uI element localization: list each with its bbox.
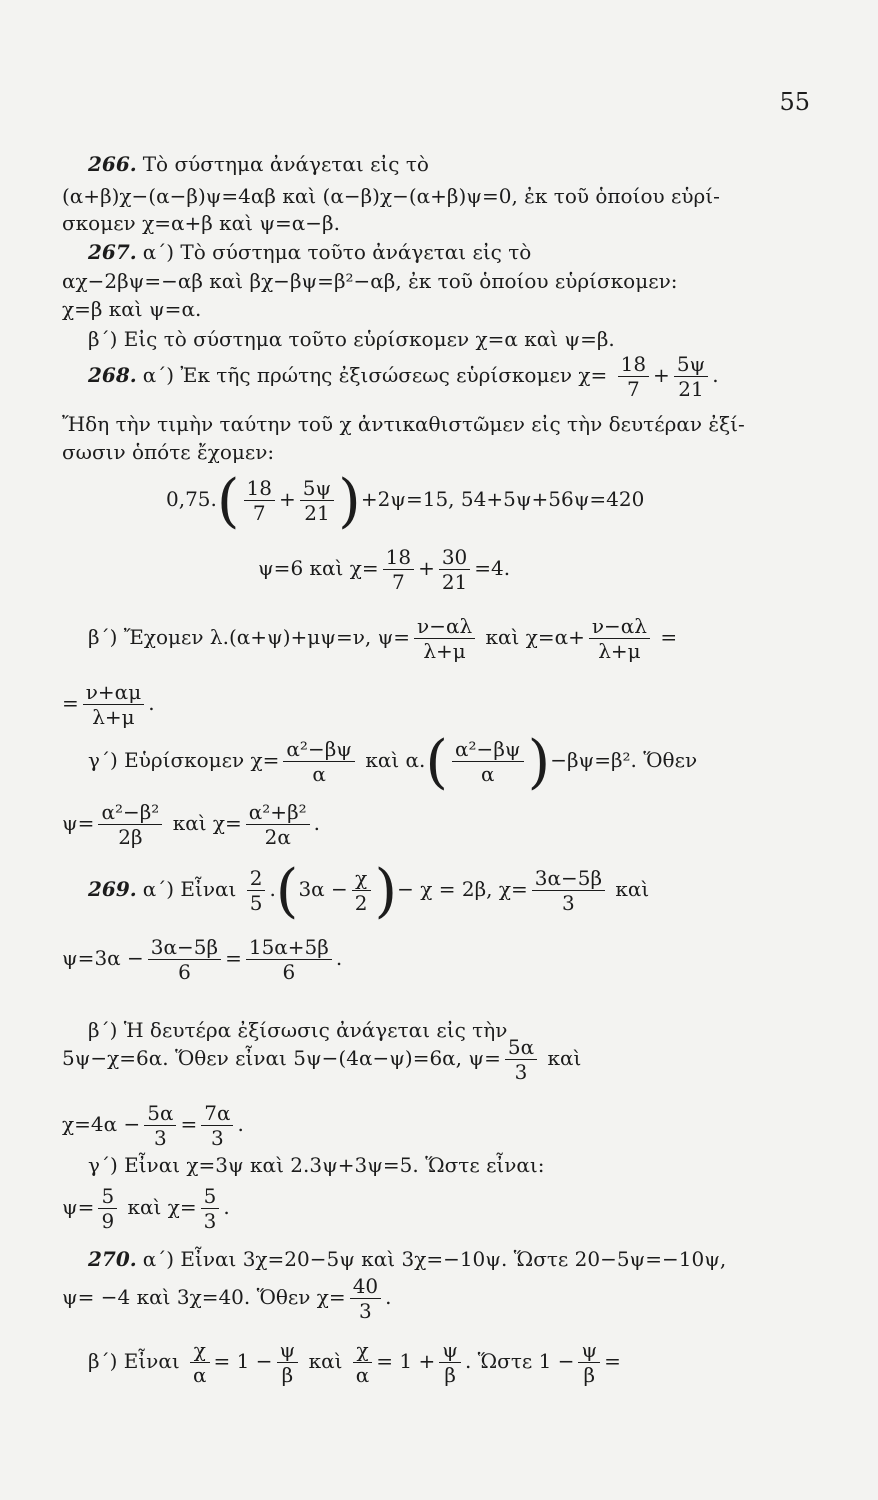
problem-number: 268. [88, 363, 137, 387]
p267-line3: χ=β καὶ ψ=α. [62, 297, 202, 321]
problem-number: 266. [88, 152, 137, 176]
p266-line3: σκομεν χ=α+β καὶ ψ=α−β. [62, 211, 340, 235]
fraction: $\frac{\psi}{\beta}$ [277, 1338, 299, 1387]
p267-line4: β΄) Εἰς τὸ σύστημα τοῦτο εὑρίσκομεν χ=α καὶ ψ=β. [88, 327, 615, 351]
p268-line1: 268. α΄) Ἐκ τῆς πρώτης ἐξισώσεως εὑρίσκομεν χ= $\frac{18}{7}$ + $\frac{5\psi}{21}$ . [88, 352, 719, 401]
p269-b-line3: χ=4α − $\frac{5\alpha}{3}$ = $\frac{7\alpha}{3}$ . [62, 1101, 244, 1150]
p267-text: α΄) Τὸ σύστημα τοῦτο ἀνάγεται εἰς τὸ [142, 240, 532, 264]
fraction: $\frac{\chi}{\alpha}$ [190, 1338, 210, 1387]
p266-text: Τὸ σύστημα ἀνάγεται εἰς τὸ [142, 152, 429, 176]
problem-number: 267. [88, 240, 137, 264]
p270-line2: ψ= −4 καὶ 3χ=40. Ὅθεν χ= $\frac{40}{3}$ . [62, 1274, 392, 1323]
problem-number: 270. [88, 1247, 137, 1271]
p268-equation2: ψ=6 καὶ χ= $\frac{18}{7}$ + $\frac{30}{21}$ =4. [258, 545, 511, 594]
p266-line2: (α+β)χ−(α−β)ψ=4αβ καὶ (α−β)χ−(α+β)ψ=0, ἐκ τοῦ ὁποίου εὑρί- [62, 184, 720, 208]
fraction: $\frac{\nu-\alpha\lambda}{\lambda+\mu}$ [589, 614, 650, 663]
fraction: $\frac{40}{3}$ [350, 1274, 381, 1323]
p270-line1: 270. α΄) Εἶναι 3χ=20−5ψ καὶ 3χ=−10ψ. Ὥστε 20−5ψ=−10ψ, [88, 1247, 727, 1271]
p267-line1 [88, 239, 531, 265]
fraction: $\frac{\text{α²−βψ}}{\alpha}$ [283, 737, 355, 786]
fraction: $\frac{5\alpha}{3}$ [144, 1101, 176, 1150]
fraction: $\frac{\psi}{\beta}$ [578, 1338, 600, 1387]
p267-line2: αχ−2βψ=−αβ καὶ βχ−βψ=β²−αβ, ἐκ τοῦ ὁποίου εὑρίσκομεν: [62, 269, 678, 293]
p269-line1: 269. α΄) Εἶναι $\frac{2}{5}$ .(3α − $\frac{\chi}{2}$ )− χ = 2β, χ= $\frac{3\alpha-5\beta}{3}$ καὶ [88, 856, 650, 925]
fraction: $\frac{15\alpha+5\beta}{6}$ [246, 935, 332, 984]
fraction: $\frac{\text{α²+β²}}{2\alpha}$ [246, 800, 310, 849]
fraction: $\frac{5\psi}{21}$ [674, 352, 708, 401]
fraction: $\frac{18}{7}$ [618, 352, 649, 401]
fraction: $\frac{\nu+\alpha\mu}{\lambda+\mu}$ [83, 680, 144, 729]
p268-line3: σωσιν ὁπότε ἔχομεν: [62, 440, 275, 464]
p268-equation1: 0,75.( $\frac{18}{7}$ + $\frac{5\psi}{21}$ )+2ψ=15, 54+5ψ+56ψ=420 [166, 466, 645, 535]
fraction: $\frac{2}{5}$ [247, 866, 266, 915]
p268-g-line2: ψ= $\frac{\text{α²−β²}}{2\beta}$ καὶ χ= $\frac{\text{α²+β²}}{2\alpha}$ . [62, 800, 321, 849]
p268-line2: Ἤδη τὴν τιμὴν ταύτην τοῦ χ ἀντικαθιστῶμεν εἰς τὴν δευτέραν ἐξί- [62, 412, 745, 436]
p269-c-line2: ψ= $\frac{5}{9}$ καὶ χ= $\frac{5}{3}$ . [62, 1184, 230, 1233]
fraction: $\frac{7\alpha}{3}$ [201, 1101, 233, 1150]
fraction: $\frac{\text{α²−βψ}}{\alpha}$ [452, 737, 524, 786]
p269-b-line2: 5ψ−χ=6α. Ὅθεν εἶναι 5ψ−(4α−ψ)=6α, ψ= $\frac{5\alpha}{3}$ καὶ [62, 1035, 582, 1084]
fraction: $\frac{5\alpha}{3}$ [505, 1035, 537, 1084]
fraction: $\frac{18}{7}$ [244, 476, 275, 525]
p269-b-line1: β΄) Ἡ δευτέρα ἐξίσωσις ἀνάγεται εἰς τὴν [88, 1018, 508, 1042]
p269-c-line1: γ΄) Εἶναι χ=3ψ καὶ 2.3ψ+3ψ=5. Ὥστε εἶναι: [88, 1153, 545, 1177]
p268-g-line: γ΄) Εὑρίσκομεν χ= $\frac{\text{α²−βψ}}{\alpha}$ καὶ α.( $\frac{\text{α²−βψ}}{\alpha}$ )−βψ=β². Ὅθεν [88, 727, 698, 796]
fraction: $\frac{5}{9}$ [98, 1184, 117, 1233]
fraction: $\frac{\text{α²−β²}}{2\beta}$ [98, 800, 162, 849]
p268-text: α΄) Ἐκ τῆς πρώτης ἐξισώσεως εὑρίσκομεν χ= [142, 363, 608, 387]
fraction: $\frac{18}{7}$ [383, 545, 414, 594]
p266-line1 [88, 151, 429, 177]
problem-number: 269. [88, 877, 137, 901]
fraction: $\frac{30}{21}$ [439, 545, 470, 594]
p269-line2: ψ=3α − $\frac{3\alpha-5\beta}{6}$ = $\frac{15\alpha+5\beta}{6}$ . [62, 935, 343, 984]
fraction: $\frac{3\alpha-5\beta}{6}$ [148, 935, 221, 984]
fraction: $\frac{\nu-\alpha\lambda}{\lambda+\mu}$ [414, 614, 475, 663]
fraction: $\frac{\chi}{\alpha}$ [353, 1338, 373, 1387]
fraction: $\frac{\chi}{2}$ [352, 866, 371, 915]
fraction: $\frac{5\psi}{21}$ [300, 476, 334, 525]
fraction: $\frac{5}{3}$ [201, 1184, 220, 1233]
p270-b-line: β΄) Εἶναι $\frac{\chi}{\alpha}$ = 1 − $\frac{\psi}{\beta}$ καὶ $\frac{\chi}{\alpha}$ = 1 + $\frac{\psi}{\beta}$ . Ὥστε 1 − $\frac{\psi}{\beta}$ = [88, 1338, 621, 1387]
page-number: 55 [779, 88, 810, 116]
fraction: $\frac{3\alpha-5\beta}{3}$ [532, 866, 605, 915]
p268-b-line: β΄) Ἔχομεν λ.(α+ψ)+μψ=ν, ψ= $\frac{\nu-\alpha\lambda}{\lambda+\mu}$ καὶ χ=α+ $\frac{\nu-\alpha\lambda}{\lambda+\mu}$ = [88, 614, 678, 663]
p268-b-line2: = $\frac{\nu+\alpha\mu}{\lambda+\mu}$ . [62, 680, 155, 729]
fraction: $\frac{\psi}{\beta}$ [439, 1338, 461, 1387]
